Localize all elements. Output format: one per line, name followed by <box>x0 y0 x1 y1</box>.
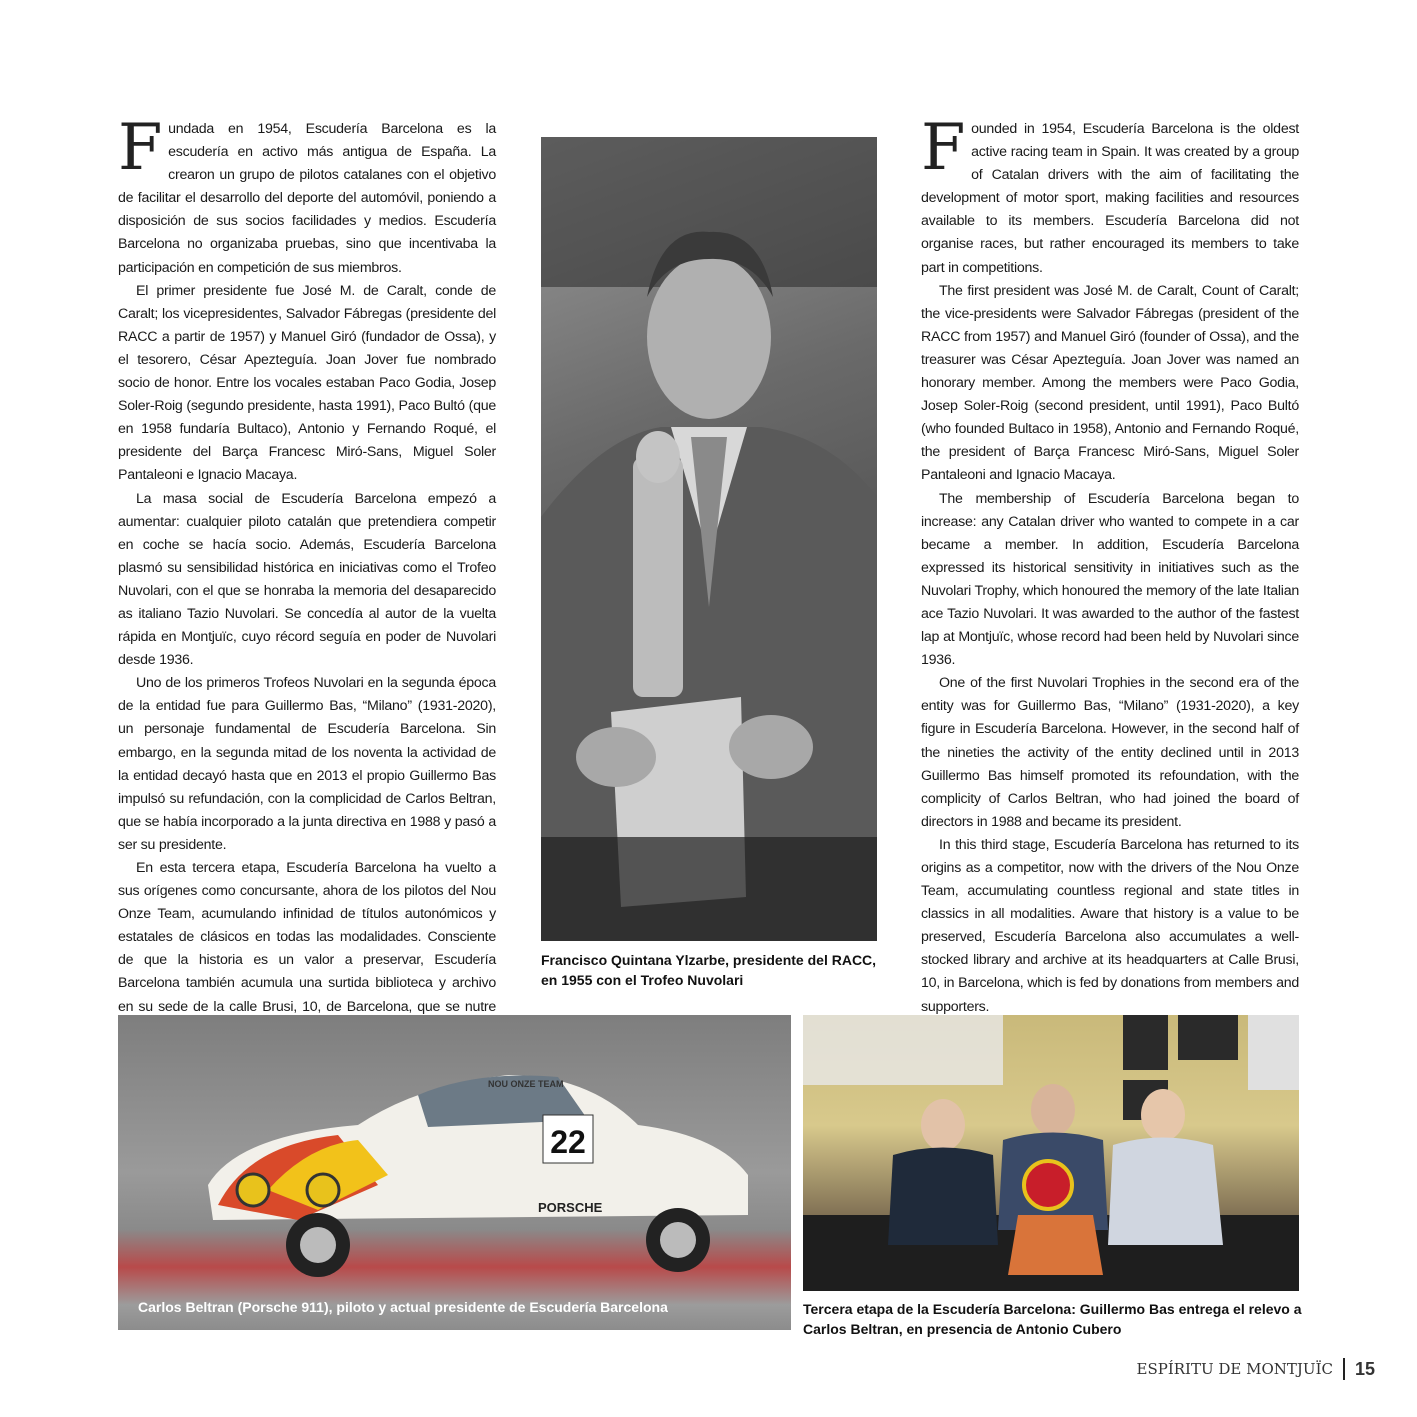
spanish-paragraph-3: La masa social de Escudería Barcelona empezó a aumentar: cualquier piloto catalán que pretendiera competir en coche se hacía socio. Además, Escudería Barcelona plasmó su sensibilidad histórica en iniciativas como el Trofeo Nuvolari, con el que se honraba la memoria del desaparecido as italiano Tazio Nuvolari. Se concedía al autor de la vuelta rápida en Montjuïc, cuyo récord seguía en poder de Nuvolari desde 1936. <box>118 490 496 669</box>
spanish-paragraph-1: undada en 1954, Escudería Barcelona es la escudería en activo más antigua de España. La crearon un grupo de pilotos catalanes con el objetivo de facilitar el desarrollo del deporte del automóvil, poniendo a disposición de sus socios facilidades y medios. Escudería Barcelona no organizaba pruebas, sino que incentivaba la participación en competición de sus miembros. <box>118 121 496 276</box>
spanish-dropcap: F <box>118 111 163 185</box>
spanish-text-column <box>118 111 496 1042</box>
english-text-column <box>921 111 1299 1019</box>
car-race-number: 22 <box>550 1124 586 1160</box>
portrait-photo <box>541 137 877 941</box>
portrait-caption: Francisco Quintana Ylzarbe, presidente del RACC, en 1955 con el Trofeo Nuvolari <box>541 952 877 988</box>
publication-name: ESPÍRITU DE MONTJUÏC <box>1136 1360 1333 1378</box>
spanish-paragraph-2: El primer presidente fue José M. de Caralt, conde de Caralt; los vicepresidentes, Salvador Fábregas (presidente del RACC a partir de 1957) y Manuel Giró (fundador de Ossa), y el tesorero, César Apezteguía. Joan Jover fue nombrado socio de honor. Entre los vocales estaban Paco Godia, Josep Soler-Roig (segundo presidente, hasta 1991), Paco Bultó (que en 1958 fundaría Bultaco), Antonio y Fernando Roqué, el presidente del Barça Francesc Miró-Sans, Miguel Soler Pantaleoni e Ignacio Macaya. <box>118 282 496 484</box>
english-dropcap: F <box>921 111 966 185</box>
group-photo <box>803 1015 1299 1291</box>
spanish-paragraph-4: Uno de los primeros Trofeos Nuvolari en la segunda época de la entidad fue para Guillermo Bas, “Milano” (1931-2020), un personaje fundamental de Escudería Barcelona. Sin embargo, en la segunda mitad de los noventa la actividad de la entidad decayó hasta que en 2013 el propio Guillermo Bas impulsó su refundación, con la complicidad de Carlos Beltran, que se había incorporado a la junta directiva en 1988 y pasó a ser su presidente. <box>118 675 496 853</box>
car-brand-lettering: PORSCHE <box>538 1200 603 1215</box>
car-caption: Carlos Beltran (Porsche 911), piloto y actual presidente de Escudería Barcelona <box>138 1299 668 1315</box>
portrait-illustration <box>541 137 877 941</box>
english-paragraph-3: The membership of Escudería Barcelona began to increase: any Catalan driver who wanted to compete in a car became a member. In addition, Escudería Barcelona expressed its historical sensitivity in initiatives such as the Nuvolari Trophy, which honoured the memory of the late Italian ace Tazio Nuvolari. It was awarded to the author of the fastest lap at Montjuïc, whose record had been held by Nuvolari since 1936. <box>921 490 1299 669</box>
footer-divider <box>1343 1358 1345 1380</box>
spanish-paragraph-5: En esta tercera etapa, Escudería Barcelona ha vuelto a sus orígenes como concursante, ahora de los pilotos del Nou Onze Team, acumulando infinidad de títulos autonómicos y estatales de clásicos en todas las modalidades. Consciente de que la historia es un valor a preservar, Escudería Barcelona también acumula una surtida biblioteca y archivo en su sede de la calle Brusi, 10, de Barcelona, que se nutre <box>118 860 496 1015</box>
group-illustration <box>803 1015 1299 1291</box>
page-footer <box>1137 1358 1376 1380</box>
car-photo <box>118 1015 791 1330</box>
page-number: 15 <box>1354 1358 1375 1379</box>
group-caption: Tercera etapa de la Escudería Barcelona: Guillermo Bas entrega el relevo a Carlos Beltran, en presencia de Antonio Cubero <box>803 1301 1302 1337</box>
english-paragraph-4: One of the first Nuvolari Trophies in the second era of the entity was for Guillermo Bas, “Milano” (1931-2020), a key figure in Escudería Barcelona. However, in the second half of the nineties the activity of the entity declined until in 2013 Guillermo Bas himself promoted its refoundation, with the complicity of Carlos Beltran, who had joined the board of directors in 1988 and became its president. <box>921 675 1299 830</box>
car-illustration <box>118 1015 791 1330</box>
english-paragraph-2: The first president was José M. de Caralt, Count of Caralt; the vice-presidents were Salvador Fábregas (president of the RACC from 1957) and Manuel Giró (founder of Ossa), and the treasurer was César Apezteguía. Joan Jover was named an honorary member. Among the members were Paco Godia, Josep Soler-Roig (second president, until 1991), Paco Bultó (who founded Bultaco in 1958), Antonio and Fernando Roqué, the president of Barça Francesc Miró-Sans, Miguel Soler Pantaleoni and Ignacio Macaya. <box>921 282 1299 484</box>
english-paragraph-5: In this third stage, Escudería Barcelona has returned to its origins as a competitor, now with the drivers of the Nou Onze Team, accumulating countless regional and state titles in classics in all modalities. Aware that history is a value to be preserved, Escudería Barcelona also accumulates a well-stocked library and archive at its headquarters at Calle Brusi, 10, in Barcelona, which is fed by donations from members and supporters. <box>921 836 1299 1015</box>
car-team-lettering: NOU ONZE TEAM <box>488 1079 564 1089</box>
english-paragraph-1: ounded in 1954, Escudería Barcelona is the oldest active racing team in Spain. It was created by a group of Catalan drivers with the aim of facilitating the development of motor sport, making facilities and resources available to its members. Escudería Barcelona did not organise races, but rather encouraged its members to take part in competitions. <box>921 121 1299 276</box>
